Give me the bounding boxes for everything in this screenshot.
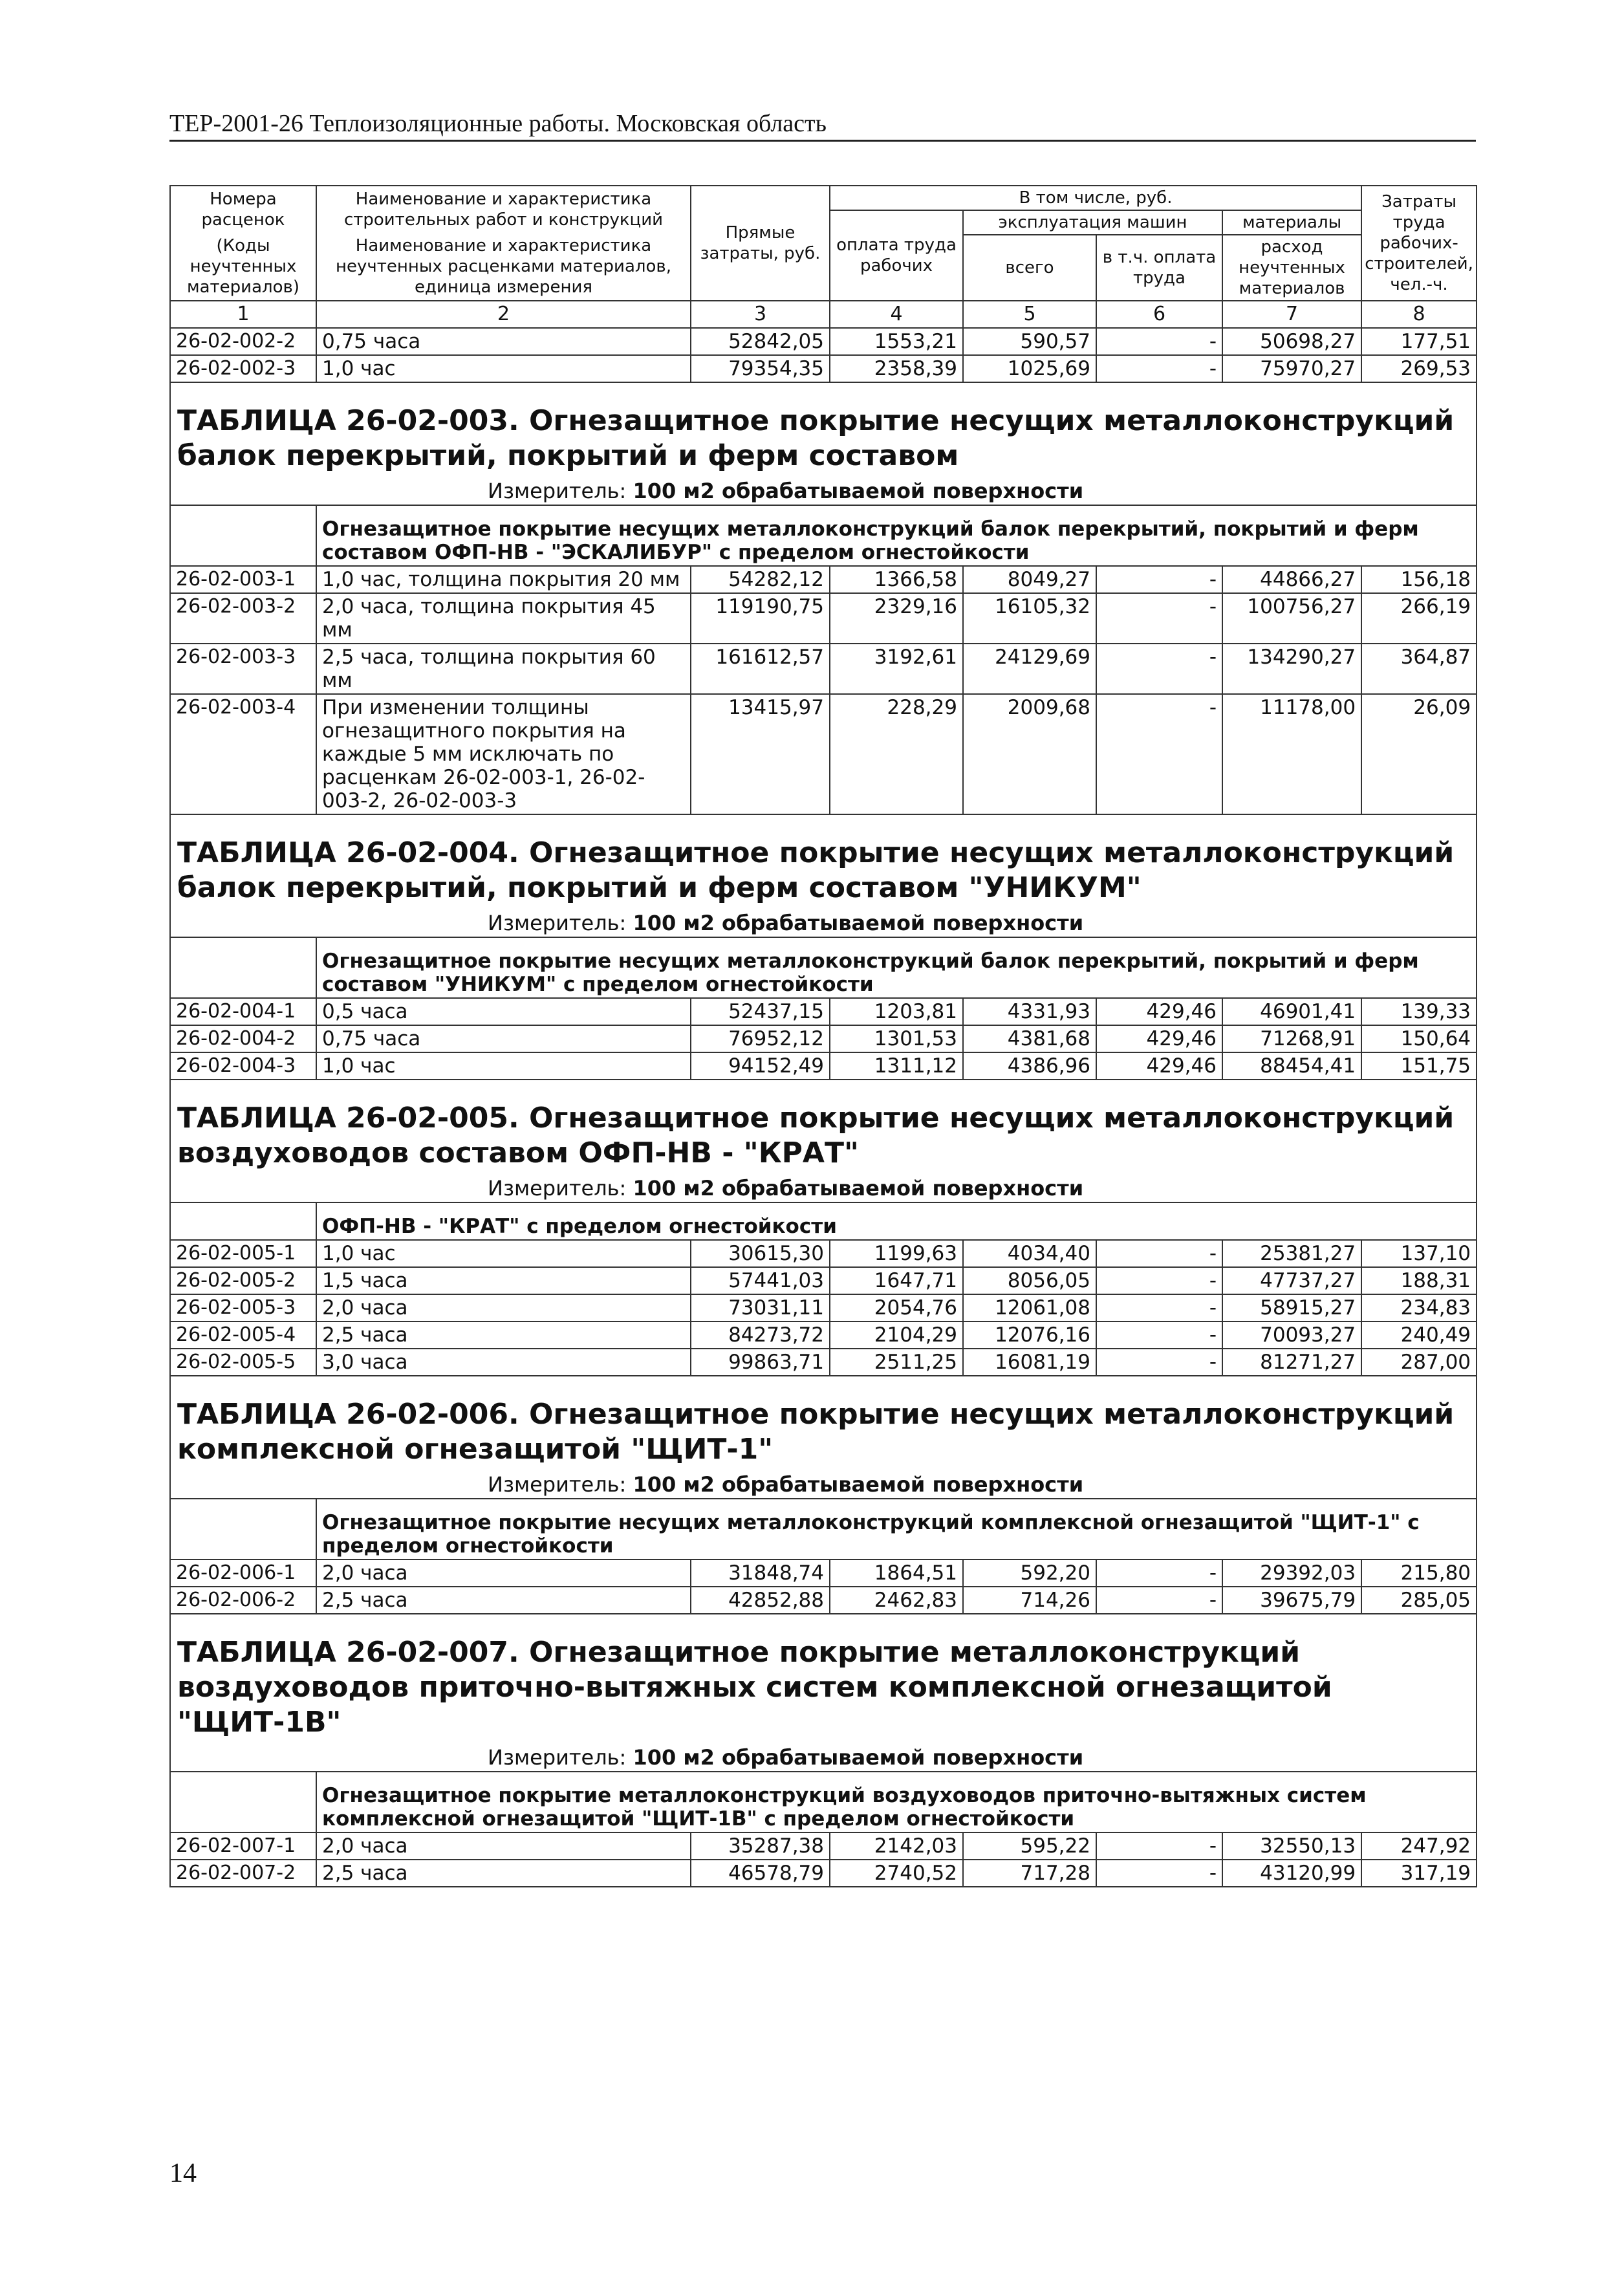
subtitle-row — [170, 937, 1477, 998]
subtitle-spacer — [170, 505, 316, 566]
machines-cost: 4381,68 — [963, 1025, 1096, 1052]
machines-wages-cost: - — [1096, 1559, 1222, 1587]
machines-wages-cost: 429,46 — [1096, 1052, 1222, 1080]
rate-name: 2,5 часа, толщина покрытия 60 мм — [316, 644, 691, 694]
machines-cost: 4386,96 — [963, 1052, 1096, 1080]
materials-cost: 11178,00 — [1222, 694, 1361, 814]
machines-wages-cost: - — [1096, 1832, 1222, 1860]
direct-cost: 52842,05 — [691, 328, 830, 355]
labor-cost: 234,83 — [1361, 1294, 1477, 1321]
machines-wages-cost: 429,46 — [1096, 1025, 1222, 1052]
measure-cell — [170, 1470, 1477, 1499]
table-row — [170, 1587, 1477, 1614]
machines-cost: 8049,27 — [963, 566, 1096, 593]
rate-code: 26-02-004-2 — [170, 1025, 316, 1052]
rate-name: 3,0 часа — [316, 1349, 691, 1376]
materials-cost: 44866,27 — [1222, 566, 1361, 593]
rate-code: 26-02-005-5 — [170, 1349, 316, 1376]
direct-cost: 54282,12 — [691, 566, 830, 593]
rate-code: 26-02-003-1 — [170, 566, 316, 593]
materials-cost: 75970,27 — [1222, 355, 1361, 382]
rate-name: 0,75 часа — [316, 328, 691, 355]
labor-cost: 287,00 — [1361, 1349, 1477, 1376]
measure-label: Измеритель: — [488, 911, 627, 935]
table-subtitle: Огнезащитное покрытие несущих металлоконструкций комплексной огнезащитой "ЩИТ-1" с пределом огнестойкости — [316, 1499, 1477, 1559]
labor-cost: 150,64 — [1361, 1025, 1477, 1052]
labor-cost: 137,10 — [1361, 1240, 1477, 1267]
table-row — [170, 1240, 1477, 1267]
measure-label: Измеритель: — [488, 1745, 627, 1770]
wages-cost: 2054,76 — [830, 1294, 963, 1321]
rate-code: 26-02-002-3 — [170, 355, 316, 382]
subtitle-row — [170, 1499, 1477, 1559]
table-title-row — [170, 1614, 1477, 1743]
wages-cost: 2358,39 — [830, 355, 963, 382]
table-row — [170, 355, 1477, 382]
direct-cost: 94152,49 — [691, 1052, 830, 1080]
table-title: ТАБЛИЦА 26-02-007. Огнезащитное покрытие металлоконструкций воздуховодов приточно-вытяжных систем комплексной огнезащитой "ЩИТ-1В" — [170, 1614, 1477, 1743]
table-subtitle: Огнезащитное покрытие несущих металлоконструкций балок перекрытий, покрытий и ферм составом "УНИКУМ" с пределом огнестойкости — [316, 937, 1477, 998]
table-row — [170, 1559, 1477, 1587]
rate-name: 2,0 часа, толщина покрытия 45 мм — [316, 593, 691, 644]
table-row — [170, 1832, 1477, 1860]
price-table — [169, 185, 1477, 1887]
rate-name: 2,5 часа — [316, 1321, 691, 1349]
measure-label: Измеритель: — [488, 1472, 627, 1497]
table-title-row — [170, 1376, 1477, 1470]
labor-cost: 26,09 — [1361, 694, 1477, 814]
machines-wages-cost: - — [1096, 328, 1222, 355]
rate-name: 1,0 час, толщина покрытия 20 мм — [316, 566, 691, 593]
column-number: 6 — [1096, 301, 1222, 328]
rate-name: 2,0 часа — [316, 1559, 691, 1587]
rate-code: 26-02-006-1 — [170, 1559, 316, 1587]
header-direct: Прямые затраты, руб. — [691, 186, 830, 301]
wages-cost: 228,29 — [830, 694, 963, 814]
machines-wages-cost: - — [1096, 1860, 1222, 1887]
wages-cost: 2104,29 — [830, 1321, 963, 1349]
rate-code: 26-02-006-2 — [170, 1587, 316, 1614]
table-body — [170, 186, 1477, 1887]
table-row — [170, 1052, 1477, 1080]
wages-cost: 2329,16 — [830, 593, 963, 644]
table-row — [170, 593, 1477, 644]
direct-cost: 84273,72 — [691, 1321, 830, 1349]
materials-cost: 46901,41 — [1222, 998, 1361, 1025]
rate-code: 26-02-005-1 — [170, 1240, 316, 1267]
direct-cost: 79354,35 — [691, 355, 830, 382]
wages-cost: 2511,25 — [830, 1349, 963, 1376]
machines-cost: 717,28 — [963, 1860, 1096, 1887]
rate-code: 26-02-003-4 — [170, 694, 316, 814]
machines-wages-cost: 429,46 — [1096, 998, 1222, 1025]
direct-cost: 31848,74 — [691, 1559, 830, 1587]
labor-cost: 215,80 — [1361, 1559, 1477, 1587]
materials-cost: 50698,27 — [1222, 328, 1361, 355]
wages-cost: 1203,81 — [830, 998, 963, 1025]
machines-wages-cost: - — [1096, 1267, 1222, 1294]
measure-row — [170, 1173, 1477, 1202]
measure-row — [170, 476, 1477, 505]
measure-row — [170, 908, 1477, 937]
header-machines-total: всего — [963, 235, 1096, 301]
wages-cost: 1553,21 — [830, 328, 963, 355]
direct-cost: 161612,57 — [691, 644, 830, 694]
subtitle-spacer — [170, 1202, 316, 1240]
column-number: 8 — [1361, 301, 1477, 328]
header-name-line2: Наименование и характеристика неучтенных расценками материалов, единица измерения — [335, 236, 672, 297]
machines-cost: 12061,08 — [963, 1294, 1096, 1321]
subtitle-row — [170, 505, 1477, 566]
machines-wages-cost: - — [1096, 644, 1222, 694]
table-row — [170, 1025, 1477, 1052]
machines-wages-cost: - — [1096, 355, 1222, 382]
rate-code: 26-02-002-2 — [170, 328, 316, 355]
header-incl: В том числе, руб. — [830, 186, 1361, 210]
direct-cost: 99863,71 — [691, 1349, 830, 1376]
wages-cost: 1864,51 — [830, 1559, 963, 1587]
header-codes-line2: (Коды неучтенных материалов) — [186, 236, 299, 297]
materials-cost: 39675,79 — [1222, 1587, 1361, 1614]
measure-row — [170, 1470, 1477, 1499]
measure-unit: 100 м2 обрабатываемой поверхности — [633, 911, 1084, 935]
table-subtitle: Огнезащитное покрытие металлоконструкций воздуховодов приточно-вытяжных систем комплексной огнезащитой "ЩИТ-1В" с пределом огнестойкости — [316, 1772, 1477, 1832]
machines-cost: 12076,16 — [963, 1321, 1096, 1349]
header-codes-line1: Номера расценок — [201, 190, 285, 230]
rate-code: 26-02-003-2 — [170, 593, 316, 644]
direct-cost: 57441,03 — [691, 1267, 830, 1294]
machines-wages-cost: - — [1096, 1349, 1222, 1376]
labor-cost: 269,53 — [1361, 355, 1477, 382]
machines-wages-cost: - — [1096, 1240, 1222, 1267]
wages-cost: 1311,12 — [830, 1052, 963, 1080]
rate-code: 26-02-003-3 — [170, 644, 316, 694]
table-row — [170, 566, 1477, 593]
measure-unit: 100 м2 обрабатываемой поверхности — [633, 1472, 1084, 1497]
measure-label: Измеритель: — [488, 1176, 627, 1201]
rate-name: 0,75 часа — [316, 1025, 691, 1052]
machines-wages-cost: - — [1096, 566, 1222, 593]
wages-cost: 1366,58 — [830, 566, 963, 593]
rate-name: 2,5 часа — [316, 1587, 691, 1614]
labor-cost: 188,31 — [1361, 1267, 1477, 1294]
direct-cost: 35287,38 — [691, 1832, 830, 1860]
rate-name: 0,5 часа — [316, 998, 691, 1025]
table-title-row — [170, 1080, 1477, 1173]
table-title-row — [170, 814, 1477, 908]
rate-name: 2,5 часа — [316, 1860, 691, 1887]
rate-name: 1,5 часа — [316, 1267, 691, 1294]
direct-cost: 119190,75 — [691, 593, 830, 644]
subtitle-row — [170, 1772, 1477, 1832]
subtitle-spacer — [170, 1499, 316, 1559]
machines-cost: 8056,05 — [963, 1267, 1096, 1294]
labor-cost: 151,75 — [1361, 1052, 1477, 1080]
header-materials: материалы — [1222, 210, 1361, 235]
column-number: 2 — [316, 301, 691, 328]
wages-cost: 1647,71 — [830, 1267, 963, 1294]
machines-cost: 2009,68 — [963, 694, 1096, 814]
column-number: 7 — [1222, 301, 1361, 328]
wages-cost: 2142,03 — [830, 1832, 963, 1860]
direct-cost: 76952,12 — [691, 1025, 830, 1052]
rate-code: 26-02-005-3 — [170, 1294, 316, 1321]
column-number: 5 — [963, 301, 1096, 328]
direct-cost: 73031,11 — [691, 1294, 830, 1321]
table-row — [170, 1860, 1477, 1887]
page-header: ТЕР-2001-26 Теплоизоляционные работы. Московская область — [169, 110, 827, 137]
direct-cost: 30615,30 — [691, 1240, 830, 1267]
measure-cell — [170, 908, 1477, 937]
direct-cost: 52437,15 — [691, 998, 830, 1025]
rate-code: 26-02-007-2 — [170, 1860, 316, 1887]
machines-wages-cost: - — [1096, 694, 1222, 814]
machines-wages-cost: - — [1096, 1321, 1222, 1349]
labor-cost: 364,87 — [1361, 644, 1477, 694]
subtitle-row — [170, 1202, 1477, 1240]
labor-cost: 240,49 — [1361, 1321, 1477, 1349]
materials-cost: 25381,27 — [1222, 1240, 1361, 1267]
header-machines-wages: в т.ч. оплата труда — [1096, 235, 1222, 301]
machines-cost: 16105,32 — [963, 593, 1096, 644]
materials-cost: 81271,27 — [1222, 1349, 1361, 1376]
measure-cell — [170, 1743, 1477, 1772]
materials-cost: 32550,13 — [1222, 1832, 1361, 1860]
labor-cost: 139,33 — [1361, 998, 1477, 1025]
table-row — [170, 1321, 1477, 1349]
machines-cost: 16081,19 — [963, 1349, 1096, 1376]
column-number-row — [170, 301, 1477, 328]
machines-cost: 592,20 — [963, 1559, 1096, 1587]
measure-cell — [170, 476, 1477, 505]
machines-wages-cost: - — [1096, 1587, 1222, 1614]
rate-name: 2,0 часа — [316, 1832, 691, 1860]
materials-cost: 58915,27 — [1222, 1294, 1361, 1321]
table-subtitle: ОФП-НВ - "КРАТ" с пределом огнестойкости — [316, 1202, 1477, 1240]
table-title: ТАБЛИЦА 26-02-003. Огнезащитное покрытие несущих металлоконструкций балок перекрытий, покрытий и ферм составом — [170, 382, 1477, 476]
table-title: ТАБЛИЦА 26-02-004. Огнезащитное покрытие несущих металлоконструкций балок перекрытий, покрытий и ферм составом "УНИКУМ" — [170, 814, 1477, 908]
machines-cost: 595,22 — [963, 1832, 1096, 1860]
materials-cost: 29392,03 — [1222, 1559, 1361, 1587]
column-number: 3 — [691, 301, 830, 328]
measure-row — [170, 1743, 1477, 1772]
rate-name: 1,0 час — [316, 1240, 691, 1267]
wages-cost: 2740,52 — [830, 1860, 963, 1887]
table-row — [170, 328, 1477, 355]
direct-cost: 42852,88 — [691, 1587, 830, 1614]
materials-cost: 71268,91 — [1222, 1025, 1361, 1052]
machines-cost: 4331,93 — [963, 998, 1096, 1025]
materials-cost: 100756,27 — [1222, 593, 1361, 644]
rate-name: 2,0 часа — [316, 1294, 691, 1321]
table-row — [170, 1294, 1477, 1321]
rate-code: 26-02-005-2 — [170, 1267, 316, 1294]
table-row — [170, 1349, 1477, 1376]
machines-cost: 590,57 — [963, 328, 1096, 355]
column-number: 4 — [830, 301, 963, 328]
wages-cost: 1301,53 — [830, 1025, 963, 1052]
header-materials-unaccounted: расход неучтенных материалов — [1222, 235, 1361, 301]
machines-cost: 4034,40 — [963, 1240, 1096, 1267]
materials-cost: 70093,27 — [1222, 1321, 1361, 1349]
materials-cost: 88454,41 — [1222, 1052, 1361, 1080]
wages-cost: 2462,83 — [830, 1587, 963, 1614]
wages-cost: 3192,61 — [830, 644, 963, 694]
direct-cost: 46578,79 — [691, 1860, 830, 1887]
measure-cell — [170, 1173, 1477, 1202]
header-codes — [170, 186, 316, 301]
subtitle-spacer — [170, 937, 316, 998]
header-name-line1: Наименование и характеристика строительных работ и конструкций — [343, 190, 664, 230]
measure-label: Измеритель: — [488, 479, 627, 503]
machines-wages-cost: - — [1096, 1294, 1222, 1321]
header-name — [316, 186, 691, 301]
table-row — [170, 694, 1477, 814]
rate-name: 1,0 час — [316, 1052, 691, 1080]
header-machines: эксплуатация машин — [963, 210, 1222, 235]
table-title-row — [170, 382, 1477, 476]
table-subtitle: Огнезащитное покрытие несущих металлоконструкций балок перекрытий, покрытий и ферм составом ОФП-НВ - "ЭСКАЛИБУР" с пределом огнестойкости — [316, 505, 1477, 566]
wages-cost: 1199,63 — [830, 1240, 963, 1267]
machines-cost: 1025,69 — [963, 355, 1096, 382]
rate-name: 1,0 час — [316, 355, 691, 382]
materials-cost: 134290,27 — [1222, 644, 1361, 694]
machines-cost: 714,26 — [963, 1587, 1096, 1614]
measure-unit: 100 м2 обрабатываемой поверхности — [633, 1176, 1084, 1201]
table-row — [170, 644, 1477, 694]
labor-cost: 247,92 — [1361, 1832, 1477, 1860]
rate-code: 26-02-005-4 — [170, 1321, 316, 1349]
measure-unit: 100 м2 обрабатываемой поверхности — [633, 479, 1084, 503]
machines-wages-cost: - — [1096, 593, 1222, 644]
machines-cost: 24129,69 — [963, 644, 1096, 694]
table-title: ТАБЛИЦА 26-02-006. Огнезащитное покрытие несущих металлоконструкций комплексной огнезащитой "ЩИТ-1" — [170, 1376, 1477, 1470]
rate-code: 26-02-004-3 — [170, 1052, 316, 1080]
header-wages: оплата труда рабочих — [830, 210, 963, 301]
header-row — [170, 186, 1477, 210]
header-rule — [169, 140, 1476, 142]
rate-code: 26-02-004-1 — [170, 998, 316, 1025]
materials-cost: 47737,27 — [1222, 1267, 1361, 1294]
labor-cost: 177,51 — [1361, 328, 1477, 355]
labor-cost: 156,18 — [1361, 566, 1477, 593]
header-labor: Затраты труда рабочих-строителей, чел.-ч. — [1361, 186, 1477, 301]
table-title: ТАБЛИЦА 26-02-005. Огнезащитное покрытие несущих металлоконструкций воздуховодов составом ОФП-НВ - "КРАТ" — [170, 1080, 1477, 1173]
rate-name: При изменении толщины огнезащитного покрытия на каждые 5 мм исключать по расценкам 26-02-003-1, 26-02-003-2, 26-02-003-3 — [316, 694, 691, 814]
labor-cost: 285,05 — [1361, 1587, 1477, 1614]
page-number: 14 — [169, 2158, 197, 2188]
table-row — [170, 998, 1477, 1025]
rate-code: 26-02-007-1 — [170, 1832, 316, 1860]
direct-cost: 13415,97 — [691, 694, 830, 814]
labor-cost: 266,19 — [1361, 593, 1477, 644]
table-row — [170, 1267, 1477, 1294]
subtitle-spacer — [170, 1772, 316, 1832]
measure-unit: 100 м2 обрабатываемой поверхности — [633, 1745, 1084, 1770]
labor-cost: 317,19 — [1361, 1860, 1477, 1887]
materials-cost: 43120,99 — [1222, 1860, 1361, 1887]
column-number: 1 — [170, 301, 316, 328]
